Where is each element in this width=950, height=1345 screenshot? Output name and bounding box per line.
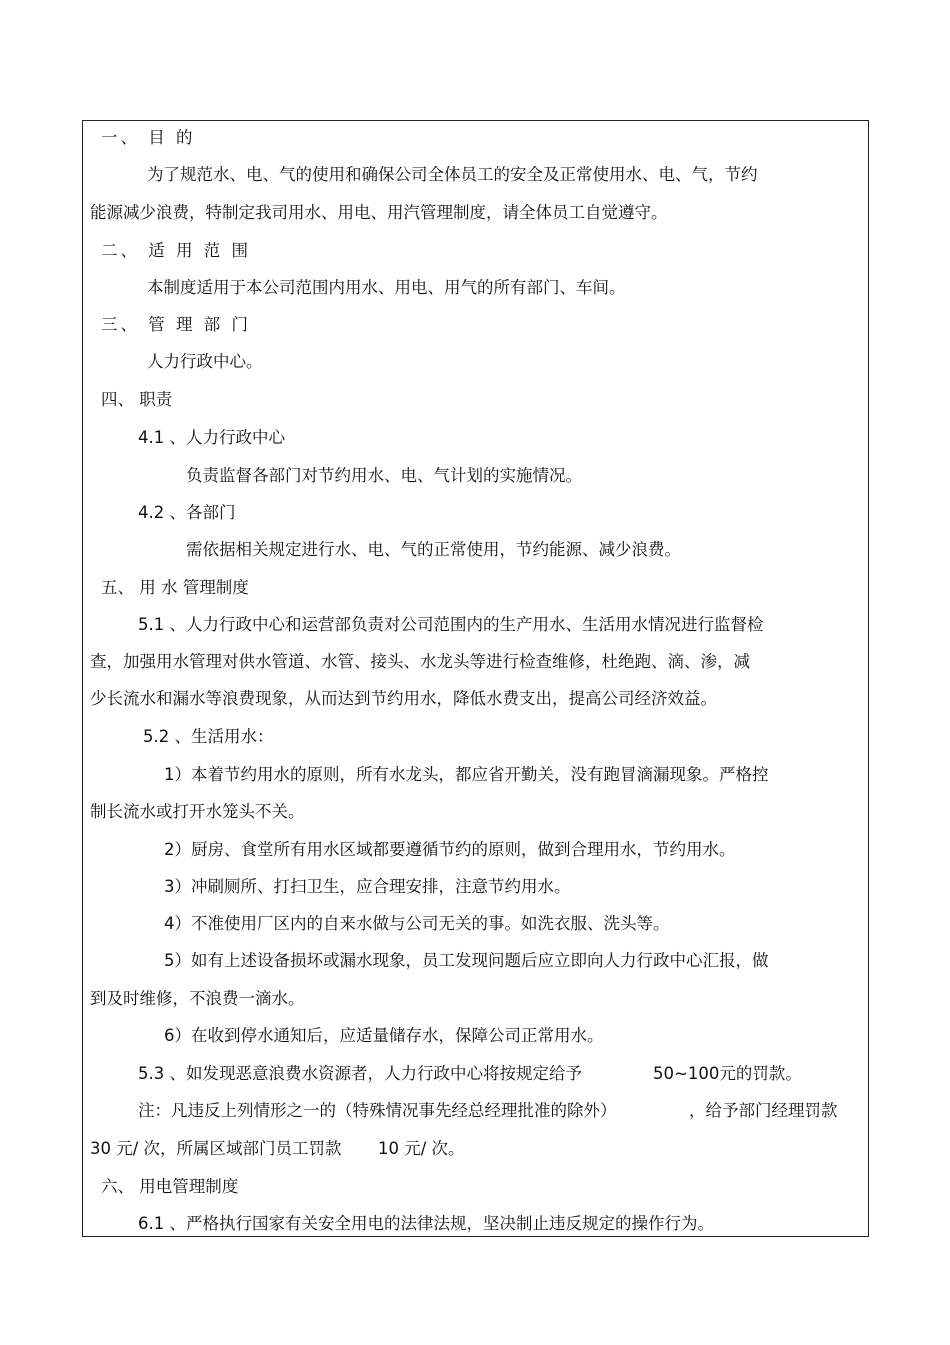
- note-line-2-end: 10 元/ 次。: [378, 1139, 465, 1158]
- section-1-heading: 一、 目 的: [101, 128, 196, 147]
- item-5-line-1: 5）如有上述设备损坏或漏水现象，员工发现问题后应立即向人力行政中心汇报，做: [164, 951, 769, 970]
- subsection-4-1-text: 负责监督各部门对节约用水、电、气计划的实施情况。: [186, 466, 582, 485]
- item-2: 2）厨房、食堂所有用水区域都要遵循节约的原则，做到合理用水，节约用水。: [164, 840, 736, 859]
- item-1-line-1: 1）本着节约用水的原则，所有水龙头，都应省开勤关，没有跑冒滴漏现象。严格控: [164, 765, 769, 784]
- subsection-4-2-text: 需依据相关规定进行水、电、气的正常使用，节约能源、减少浪费。: [186, 540, 681, 559]
- clause-5-1-line-3: 少长流水和漏水等浪费现象，从而达到节约用水，降低水费支出，提高公司经济效益。: [90, 689, 717, 708]
- item-3: 3）冲刷厕所、打扫卫生，应合理安排，注意节约用水。: [164, 877, 571, 896]
- item-1-line-2: 制长流水或打开水笼头不关。: [90, 802, 305, 821]
- note-text-continued: ，给予部门经理罚款: [689, 1101, 838, 1120]
- section-2-heading: 二、 适 用 范 围: [101, 241, 251, 260]
- note-line-2-start: 30 元/ 次，所属区域部门员工罚款: [90, 1139, 342, 1158]
- section-2-text: 本制度适用于本公司范围内用水、用电、用气的所有部门、车间。: [147, 278, 626, 297]
- subsection-4-1-title: 4.1 、人力行政中心: [138, 428, 285, 447]
- section-6-heading: 六、 用电管理制度: [101, 1177, 239, 1196]
- clause-5-1-line-1: 5.1 、人力行政中心和运营部负责对公司范围内的生产用水、生活用水情况进行监督检: [138, 615, 764, 634]
- clause-5-3-amount: 50~100元的罚款。: [653, 1064, 802, 1083]
- clause-5-3-text: 5.3 、如发现恶意浪费水资源者，人力行政中心将按规定给予: [138, 1064, 582, 1083]
- section-5-heading: 五、 用 水 管理制度: [101, 578, 249, 597]
- section-1-text-line-1: 为了规范水、电、气的使用和确保公司全体员工的安全及正常使用水、电、气，节约: [147, 165, 758, 184]
- section-4-heading: 四、 职责: [101, 390, 173, 409]
- note-text: 注：凡违反上列情形之一的（特殊情况事先经总经理批准的除外）: [138, 1101, 617, 1120]
- section-1-text-line-2: 能源减少浪费，特制定我司用水、用电、用汽管理制度，请全体员工自觉遵守。: [90, 203, 668, 222]
- item-6: 6）在收到停水通知后，应适量储存水，保障公司正常用水。: [164, 1026, 604, 1045]
- subsection-4-2-title: 4.2 、各部门: [138, 503, 236, 522]
- clause-5-1-line-2: 查，加强用水管理对供水管道、水管、接头、水龙头等进行检查维修，杜绝跑、滴、渗，减: [90, 652, 750, 671]
- item-5-line-2: 到及时维修，不浪费一滴水。: [90, 989, 305, 1008]
- clause-6-1: 6.1 、严格执行国家有关安全用电的法律法规，坚决制止违反规定的操作行为。: [138, 1214, 714, 1233]
- section-3-heading: 三、 管 理 部 门: [101, 315, 251, 334]
- item-4: 4）不准使用厂区内的自来水做与公司无关的事。如洗衣服、洗头等。: [164, 914, 670, 933]
- clause-5-2-title: 5.2 、生活用水：: [143, 727, 274, 746]
- section-3-text: 人力行政中心。: [147, 352, 263, 371]
